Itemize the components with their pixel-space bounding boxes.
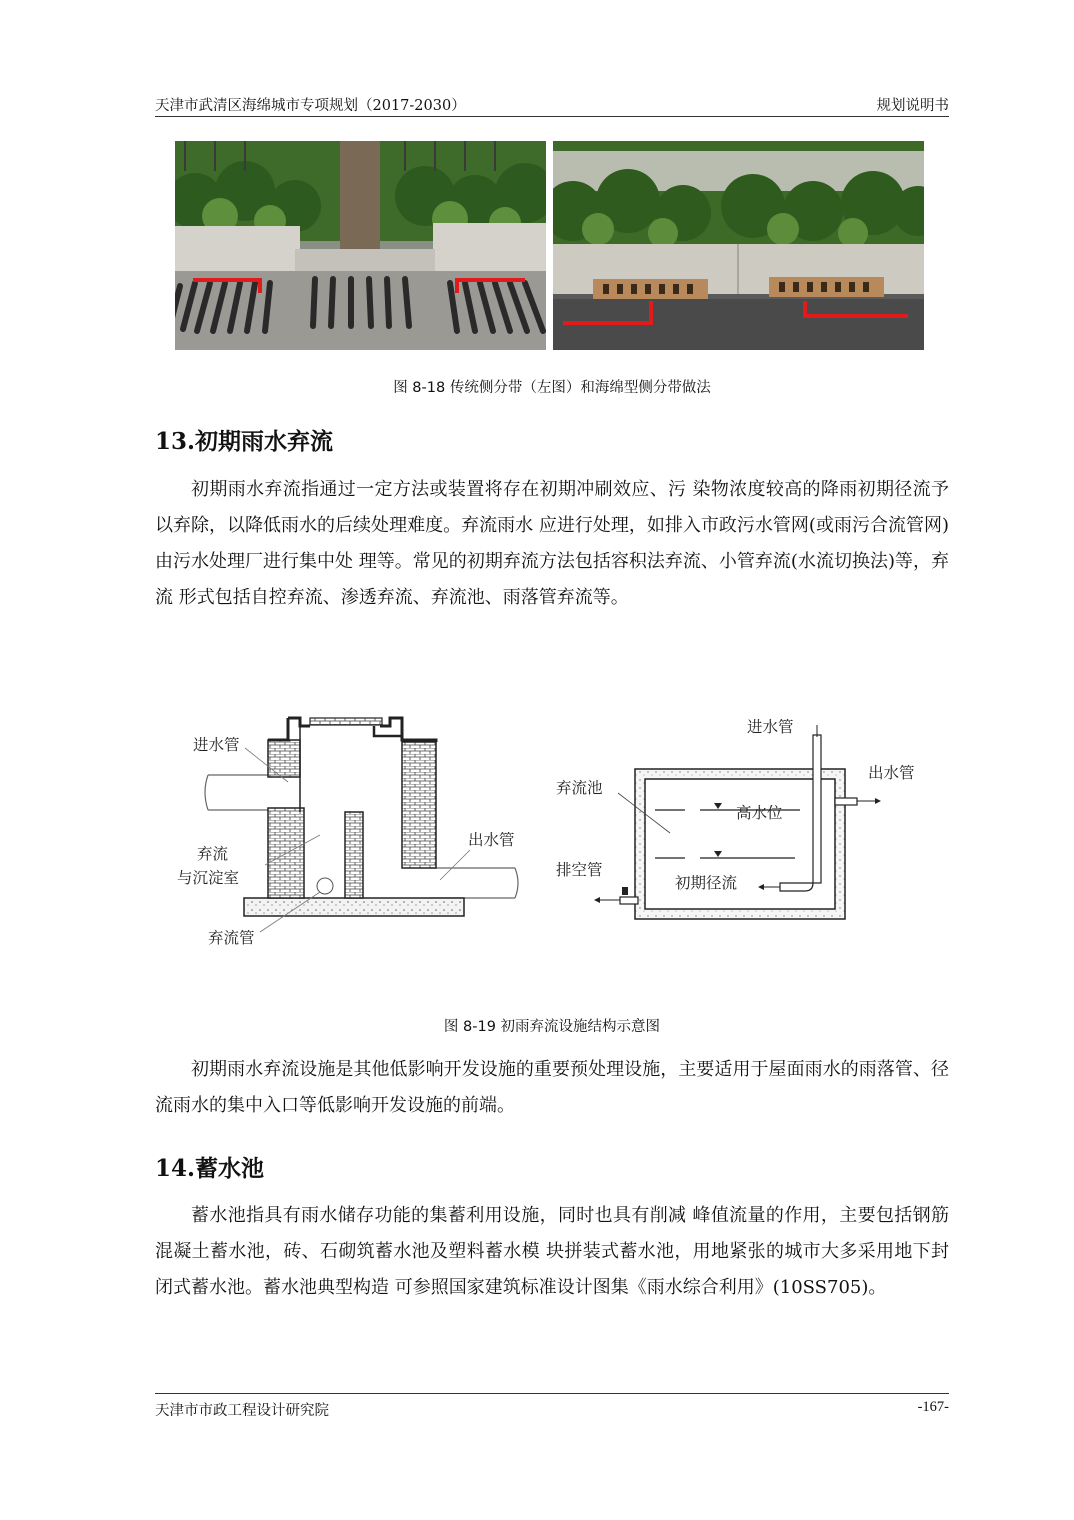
diagram-settling-chamber <box>170 700 530 965</box>
diagram-first-flush-tank <box>550 705 930 935</box>
right-inlet-label: 进水管 <box>747 718 794 736</box>
section-14-paragraph: 蓄水池指具有雨水储存功能的集蓄利用设施，同时也具有削减 峰值流量的作用，主要包括钢筋混凝土蓄水池，砖、石砌筑蓄水池及塑料蓄水模 块拼装式蓄水池，用地紧张的城市大多采用地下封闭式蓄水池。蓄水池典型构造 可参照国家建筑标准设计图集《雨水综合利用》(10SS705)。 <box>155 1205 949 1298</box>
left-inlet-label: 进水管 <box>193 736 240 754</box>
footer-institute: 天津市市政工程设计研究院 <box>155 1403 329 1419</box>
figure-8-19-caption: 图 8-19 初雨弃流设施结构示意图 <box>443 1019 661 1035</box>
left-chamber-label-2: 与沉淀室 <box>177 869 240 887</box>
right-first-flush-label: 初期径流 <box>675 874 738 892</box>
page-footer <box>155 1393 949 1420</box>
left-outlet-label: 出水管 <box>468 831 515 849</box>
section-13-paragraph-2: 初期雨水弃流设施是其他低影响开发设施的重要预处理设施，主要适用于屋面雨水的雨落管、径流雨水的集中入口等低影响开发设施的前端。 <box>155 1059 949 1116</box>
left-drain-label: 弃流管 <box>208 929 255 947</box>
right-outlet-label: 出水管 <box>868 764 915 782</box>
photo-traditional-side-strip <box>175 141 546 350</box>
figure-8-18-caption: 图 8-18 传统侧分带（左图）和海绵型侧分带做法 <box>393 380 711 396</box>
page-number: -167- <box>917 1399 949 1415</box>
section-13-title: 13.初期雨水弃流 <box>155 428 334 455</box>
right-empty-pipe-label: 排空管 <box>556 861 603 879</box>
right-high-level-label: 高水位 <box>736 804 783 822</box>
header-doc-type: 规划说明书 <box>876 98 949 114</box>
left-chamber-label-1: 弃流 <box>197 845 229 863</box>
section-13-paragraph-1: 初期雨水弃流指通过一定方法或装置将存在初期冲刷效应、污 染物浓度较高的降雨初期径流予以弃除，以降低雨水的后续处理难度。弃流雨水 应进行处理，如排入市政污水管网(或雨污合流管网)由污水处理厂进行集中处 理等。常见的初期弃流方法包括容积法弃流、小管弃流(水流切换法)等，弃流 形式包括自控弃流、渗透弃流、弃流池、雨落管弃流等。 <box>155 479 949 608</box>
right-tank-label: 弃流池 <box>556 779 603 797</box>
section-14-title: 14.蓄水池 <box>155 1155 265 1182</box>
page-header <box>155 92 949 117</box>
header-title: 天津市武清区海绵城市专项规划（2017-2030） <box>155 98 466 114</box>
photo-sponge-side-strip <box>553 141 924 350</box>
